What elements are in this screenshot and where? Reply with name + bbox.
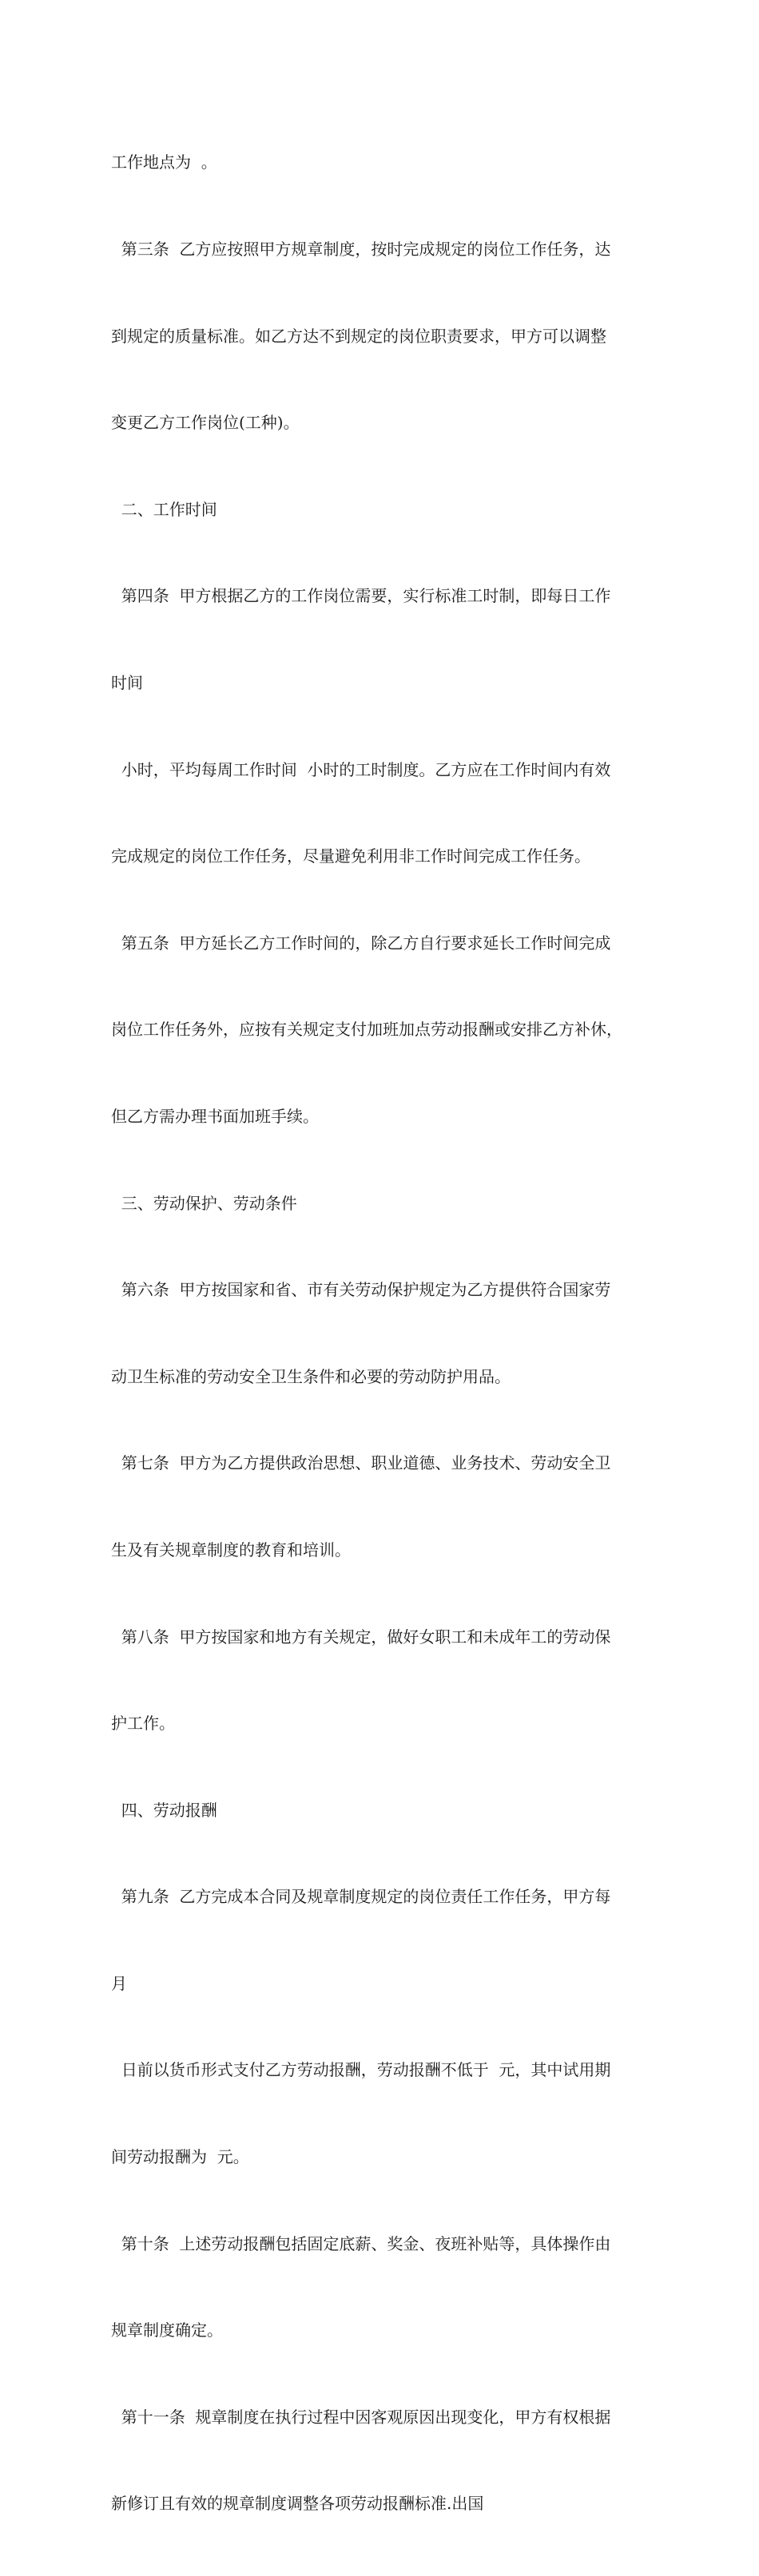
text-line: 第十条 上述劳动报酬包括固定底薪、奖金、夜班补贴等，具体操作由 bbox=[111, 2233, 611, 2253]
text-line: 但乙方需办理书面加班手续。 bbox=[111, 1106, 319, 1126]
text-line: 新修订且有效的规章制度调整各项劳动报酬标准.出国 bbox=[111, 2494, 484, 2514]
section-heading: 四、劳动报酬 bbox=[111, 1800, 217, 1820]
text-line: 生及有关规章制度的教育和培训。 bbox=[111, 1540, 351, 1559]
text-line: 第十一条 规章制度在执行过程中因客观原因出现变化，甲方有权根据 bbox=[111, 2407, 611, 2427]
text-line: 工作地点为 。 bbox=[111, 153, 217, 172]
text-line: 第四条 甲方根据乙方的工作岗位需要，实行标准工时制，即每日工作 bbox=[111, 586, 611, 606]
text-line: 第九条 乙方完成本合同及规章制度规定的岗位责任工作任务，甲方每 bbox=[111, 1887, 611, 1907]
text-line: 间劳动报酬为 元。 bbox=[111, 2147, 249, 2167]
text-line: 日前以货币形式支付乙方劳动报酬，劳动报酬不低于 元，其中试用期 bbox=[111, 2060, 611, 2080]
section-heading: 二、工作时间 bbox=[111, 499, 217, 519]
text-line: 规章制度确定。 bbox=[111, 2320, 223, 2340]
text-line: 第三条 乙方应按照甲方规章制度，按时完成规定的岗位工作任务，达 bbox=[111, 240, 611, 259]
text-line: 时间 bbox=[111, 672, 143, 692]
text-line: 第七条 甲方为乙方提供政治思想、职业道德、业务技术、劳动安全卫 bbox=[111, 1453, 611, 1473]
text-line: 完成规定的岗位工作任务，尽量避免利用非工作时间完成工作任务。 bbox=[111, 846, 590, 866]
text-line: 动卫生标准的劳动安全卫生条件和必要的劳动防护用品。 bbox=[111, 1366, 511, 1386]
text-line: 第六条 甲方按国家和省、市有关劳动保护规定为乙方提供符合国家劳 bbox=[111, 1280, 611, 1300]
section-heading: 三、劳动保护、劳动条件 bbox=[111, 1193, 297, 1213]
text-line: 变更乙方工作岗位(工种)。 bbox=[111, 413, 300, 433]
document-body bbox=[111, 90, 662, 2576]
text-line: 第五条 甲方延长乙方工作时间的，除乙方自行要求延长工作时间完成 bbox=[111, 933, 611, 953]
text-line: 小时，平均每周工作时间 小时的工时制度。乙方应在工作时间内有效 bbox=[111, 759, 611, 779]
text-line: 第八条 甲方按国家和地方有关规定，做好女职工和未成年工的劳动保 bbox=[111, 1627, 611, 1647]
text-line: 月 bbox=[111, 1973, 127, 1993]
text-line: 到规定的质量标准。如乙方达不到规定的岗位职责要求，甲方可以调整 bbox=[111, 326, 606, 346]
text-line: 岗位工作任务外，应按有关规定支付加班加点劳动报酬或安排乙方补休， bbox=[111, 1020, 622, 1040]
text-line: 护工作。 bbox=[111, 1714, 175, 1734]
